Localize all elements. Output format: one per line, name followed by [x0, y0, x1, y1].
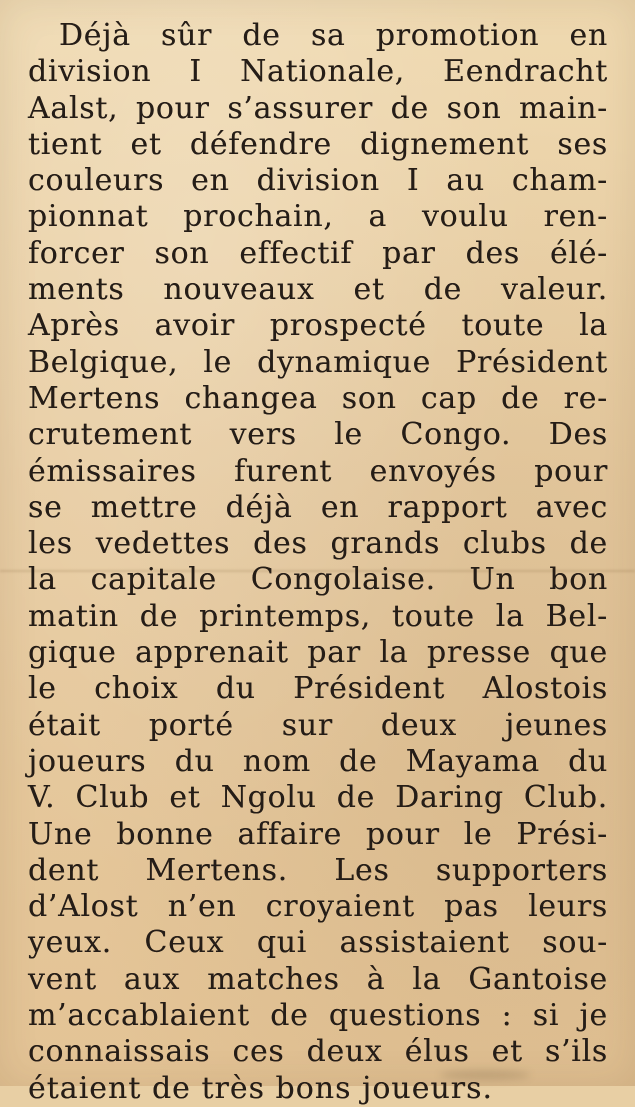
- article-line-9: Après avoir prospecté toute la: [28, 308, 608, 344]
- article-line-29: connaissais ces deux élus et s’ils: [28, 1034, 608, 1070]
- article-line-23: Une bonne affaire pour le Prési-: [28, 816, 608, 852]
- paper-smudge: [440, 1070, 530, 1080]
- article-line-5: couleurs en division I au cham-: [28, 163, 608, 199]
- article-line-13: émissaires furent envoyés pour: [28, 453, 608, 489]
- article-line-3: Aalst, pour s’assurer de son main-: [28, 90, 608, 126]
- article-line-16: la capitale Congolaise. Un bon: [28, 562, 608, 598]
- article-line-12: crutement vers le Congo. Des: [28, 417, 608, 453]
- article-line-8: ments nouveaux et de valeur.: [28, 272, 608, 308]
- article-line-15: les vedettes des grands clubs de: [28, 526, 608, 562]
- article-line-11: Mertens changea son cap de re-: [28, 380, 608, 416]
- article-line-30: étaient de très bons joueurs.: [28, 1070, 494, 1106]
- article-line-7: forcer son effectif par des élé-: [28, 235, 608, 271]
- article-line-19: le choix du Président Alostois: [28, 671, 608, 707]
- article-line-2: division I Nationale, Eendracht: [28, 54, 608, 90]
- article-line-28: m’accablaient de questions : si je: [28, 998, 608, 1034]
- article-line-17: matin de printemps, toute la Bel-: [28, 598, 608, 634]
- article-line-14: se mettre déjà en rapport avec: [28, 489, 608, 525]
- article-line-25: d’Alost n’en croyaient pas leurs: [28, 889, 608, 925]
- cropped-header-fragment: [135, 0, 405, 6]
- article-line-24: dent Mertens. Les supporters: [28, 852, 608, 888]
- article-line-21: joueurs du nom de Mayama du: [28, 743, 608, 779]
- article-column: [28, 18, 608, 1107]
- article-line-1: Déjà sûr de sa promotion en: [59, 18, 608, 53]
- article-line-26: yeux. Ceux qui assistaient sou-: [28, 925, 608, 961]
- article-line-10: Belgique, le dynamique Président: [28, 344, 608, 380]
- article-line-4: tient et défendre dignement ses: [28, 126, 608, 162]
- article-line-6: pionnat prochain, a voulu ren-: [28, 199, 608, 235]
- article-line-18: gique apprenait par la presse que: [28, 635, 608, 671]
- article-line-22: V. Club et Ngolu de Daring Club.: [28, 780, 608, 816]
- article-line-27: vent aux matches à la Gantoise: [28, 961, 608, 997]
- article-line-20: était porté sur deux jeunes: [28, 707, 608, 743]
